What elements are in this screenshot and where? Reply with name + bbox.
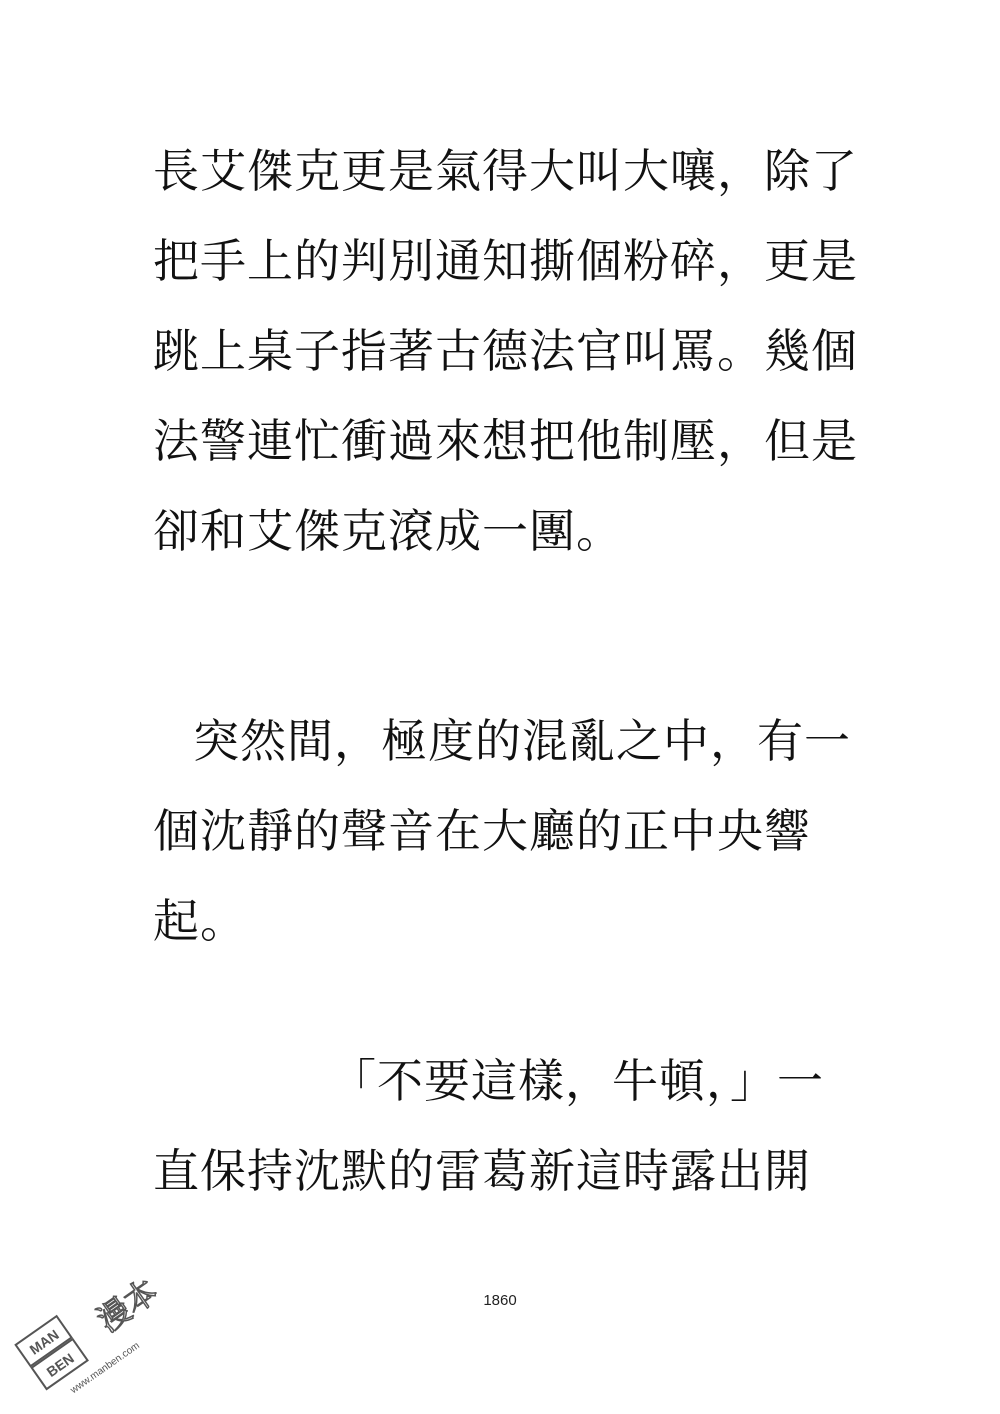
manben-watermark-logo bbox=[12, 1270, 165, 1400]
text-line-7: 個沈靜的聲音在大廳的正中央響 bbox=[153, 804, 811, 858]
text-line-8: 起。 bbox=[153, 894, 247, 948]
watermark-chinese-text: 漫本 bbox=[90, 1271, 165, 1340]
page-number: 1860 bbox=[483, 1292, 517, 1309]
text-line-5: 卻和艾傑克滾成一團。 bbox=[153, 504, 623, 558]
text-line-10: 直保持沈默的雷葛新這時露出開 bbox=[153, 1144, 811, 1198]
text-line-1: 長艾傑克更是氣得大叫大嚷，除了 bbox=[153, 144, 858, 198]
text-line-4: 法警連忙衝過來想把他制壓，但是 bbox=[153, 414, 858, 468]
text-line-9: 「不要這樣，牛頓，」一 bbox=[330, 1054, 824, 1108]
watermark-man-text: MAN bbox=[26, 1326, 62, 1358]
watermark-ben-text: BEN bbox=[43, 1349, 77, 1380]
text-line-2: 把手上的判別通知撕個粉碎，更是 bbox=[153, 234, 858, 288]
text-line-3: 跳上桌子指著古德法官叫罵。幾個 bbox=[153, 324, 858, 378]
text-line-6: 突然間，極度的混亂之中，有一 bbox=[193, 714, 851, 768]
watermark-url: www.manben.com bbox=[68, 1340, 142, 1397]
